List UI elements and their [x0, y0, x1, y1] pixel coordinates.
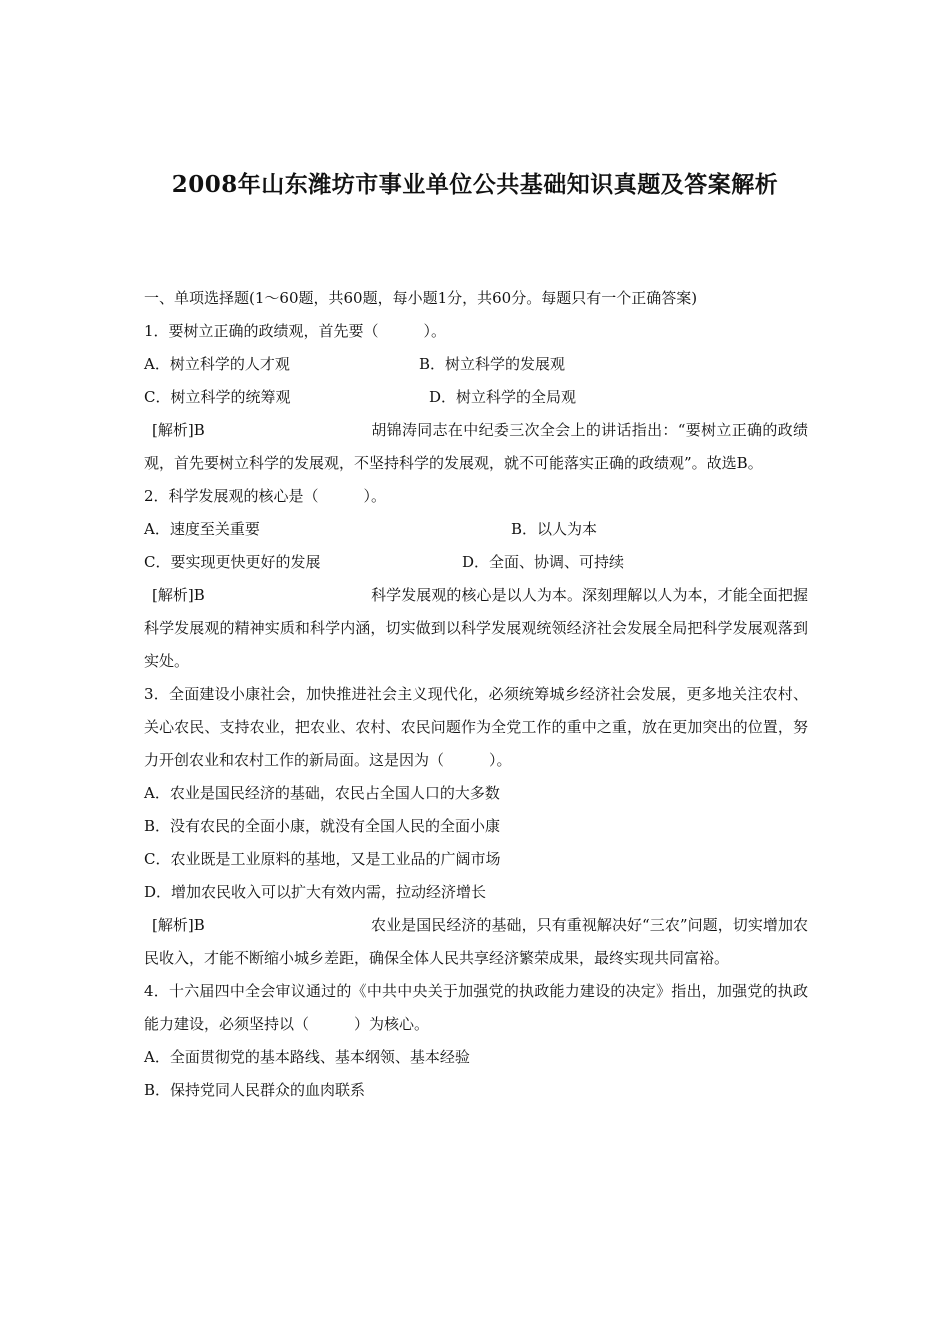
question-2-option-b: B．以人为本 [511, 520, 598, 538]
question-3-option-a: A．农业是国民经济的基础，农民占全国人口的大多数 [144, 784, 500, 802]
question-3-stem: 3．全面建设小康社会，加快推进社会主义现代化，必须统筹城乡经济社会发展，更多地关注农村、关心农民、支持农业，把农业、农村、农民问题作为全党工作的重中之重，放在更加突出的位置，努力开创农业和农村工作的新局面。这是因为（ ）。 [144, 685, 808, 769]
question-2-option-d: D．全面、协调、可持续 [462, 553, 625, 571]
question-1-option-a: A．树立科学的人才观 [144, 355, 290, 373]
question-3-analysis-text: 农业是国民经济的基础，只有重视解决好“三农”问题，切实增加农民收入，才能不断缩小城乡差距，确保全体人民共享经济繁荣成果，最终实现共同富裕。 [144, 916, 808, 967]
question-2-options-row-1 [144, 513, 808, 546]
question-1-option-c: C．树立科学的统筹观 [144, 388, 291, 406]
question-4-stem: 4．十六届四中全会审议通过的《中共中央关于加强党的执政能力建设的决定》指出，加强党的执政能力建设，必须坚持以（ ）为核心。 [144, 982, 808, 1033]
page-title: 2008年山东潍坊市事业单位公共基础知识真题及答案解析 [171, 171, 779, 198]
question-3-analysis-label: [解析]B [152, 916, 205, 934]
question-3-analysis [144, 909, 808, 975]
question-2-analysis [144, 579, 808, 678]
question-1-analysis-text: 胡锦涛同志在中纪委三次全会上的讲话指出：“要树立正确的政绩观，首先要树立科学的发展观，不坚持科学的发展观，就不可能落实正确的政绩观”。故选B。 [144, 421, 808, 472]
question-2-options-row-2 [144, 546, 808, 579]
section-header: 一、单项选择题(1～60题，共60题，每小题1分，共60分。每题只有一个正确答案) [144, 289, 698, 307]
question-1-options-row-2 [144, 381, 808, 414]
question-1-analysis-label: [解析]B [152, 421, 205, 439]
question-1-analysis [144, 414, 808, 480]
question-3-option-d: D．增加农民收入可以扩大有效内需，拉动经济增长 [144, 883, 487, 901]
question-3-option-c: C．农业既是工业原料的基地，又是工业品的广阔市场 [144, 850, 501, 868]
question-2-analysis-text: 科学发展观的核心是以人为本。深刻理解以人为本，才能全面把握科学发展观的精神实质和科学内涵，切实做到以科学发展观统领经济社会发展全局把科学发展观落到实处。 [144, 586, 808, 670]
question-3-option-b: B．没有农民的全面小康，就没有全国人民的全面小康 [144, 817, 501, 835]
question-1-stem: 1．要树立正确的政绩观，首先要（ ）。 [144, 322, 447, 340]
question-2-analysis-label: [解析]B [152, 586, 205, 604]
question-4-option-a: A．全面贯彻党的基本路线、基本纲领、基本经验 [144, 1048, 470, 1066]
question-1-option-b: B．树立科学的发展观 [419, 355, 566, 373]
question-2-option-c: C．要实现更快更好的发展 [144, 553, 321, 571]
question-4-option-b: B．保持党同人民群众的血肉联系 [144, 1081, 366, 1099]
question-2-stem: 2．科学发展观的核心是（ ）。 [144, 487, 387, 505]
question-1-options-row-1 [144, 348, 808, 381]
question-2-option-a: A．速度至关重要 [144, 520, 260, 538]
document-body [144, 282, 808, 1107]
question-1-option-d: D．树立科学的全局观 [429, 388, 577, 406]
